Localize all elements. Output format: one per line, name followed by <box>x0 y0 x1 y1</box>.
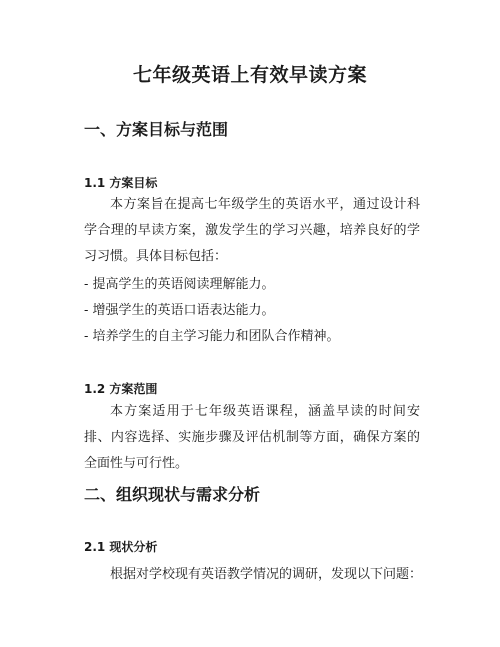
subsection-1-1-paragraph: 本方案旨在提高七年级学生的英语水平，通过设计科学合理的早读方案，激发学生的学习兴趣，培养良好的学习习惯。具体目标包括： <box>84 197 420 264</box>
subsection-2-1-paragraph: 根据对学校现有英语教学情况的调研，发现以下问题： <box>110 567 423 582</box>
goal-item-3: - 培养学生的自主学习能力和团队合作精神。 <box>84 329 340 344</box>
goal-item-1: - 提高学生的英语阅读理解能力。 <box>84 277 275 292</box>
subsection-1-2-heading: 1.2 方案范围 <box>84 382 158 396</box>
section-1-heading: 一、方案目标与范围 <box>84 120 229 139</box>
subsection-1-1-heading: 1.1 方案目标 <box>84 176 158 190</box>
goal-item-2: - 增强学生的英语口语表达能力。 <box>84 303 275 318</box>
subsection-1-2-paragraph: 本方案适用于七年级英语课程，涵盖早读的时间安排、内容选择、实施步骤及评估机制等方面，确保方案的全面性与可行性。 <box>84 404 420 471</box>
document-title: 七年级英语上有效早读方案 <box>132 64 367 86</box>
section-2-heading: 二、组织现状与需求分析 <box>84 485 261 504</box>
subsection-2-1-heading: 2.1 现状分析 <box>84 540 158 554</box>
